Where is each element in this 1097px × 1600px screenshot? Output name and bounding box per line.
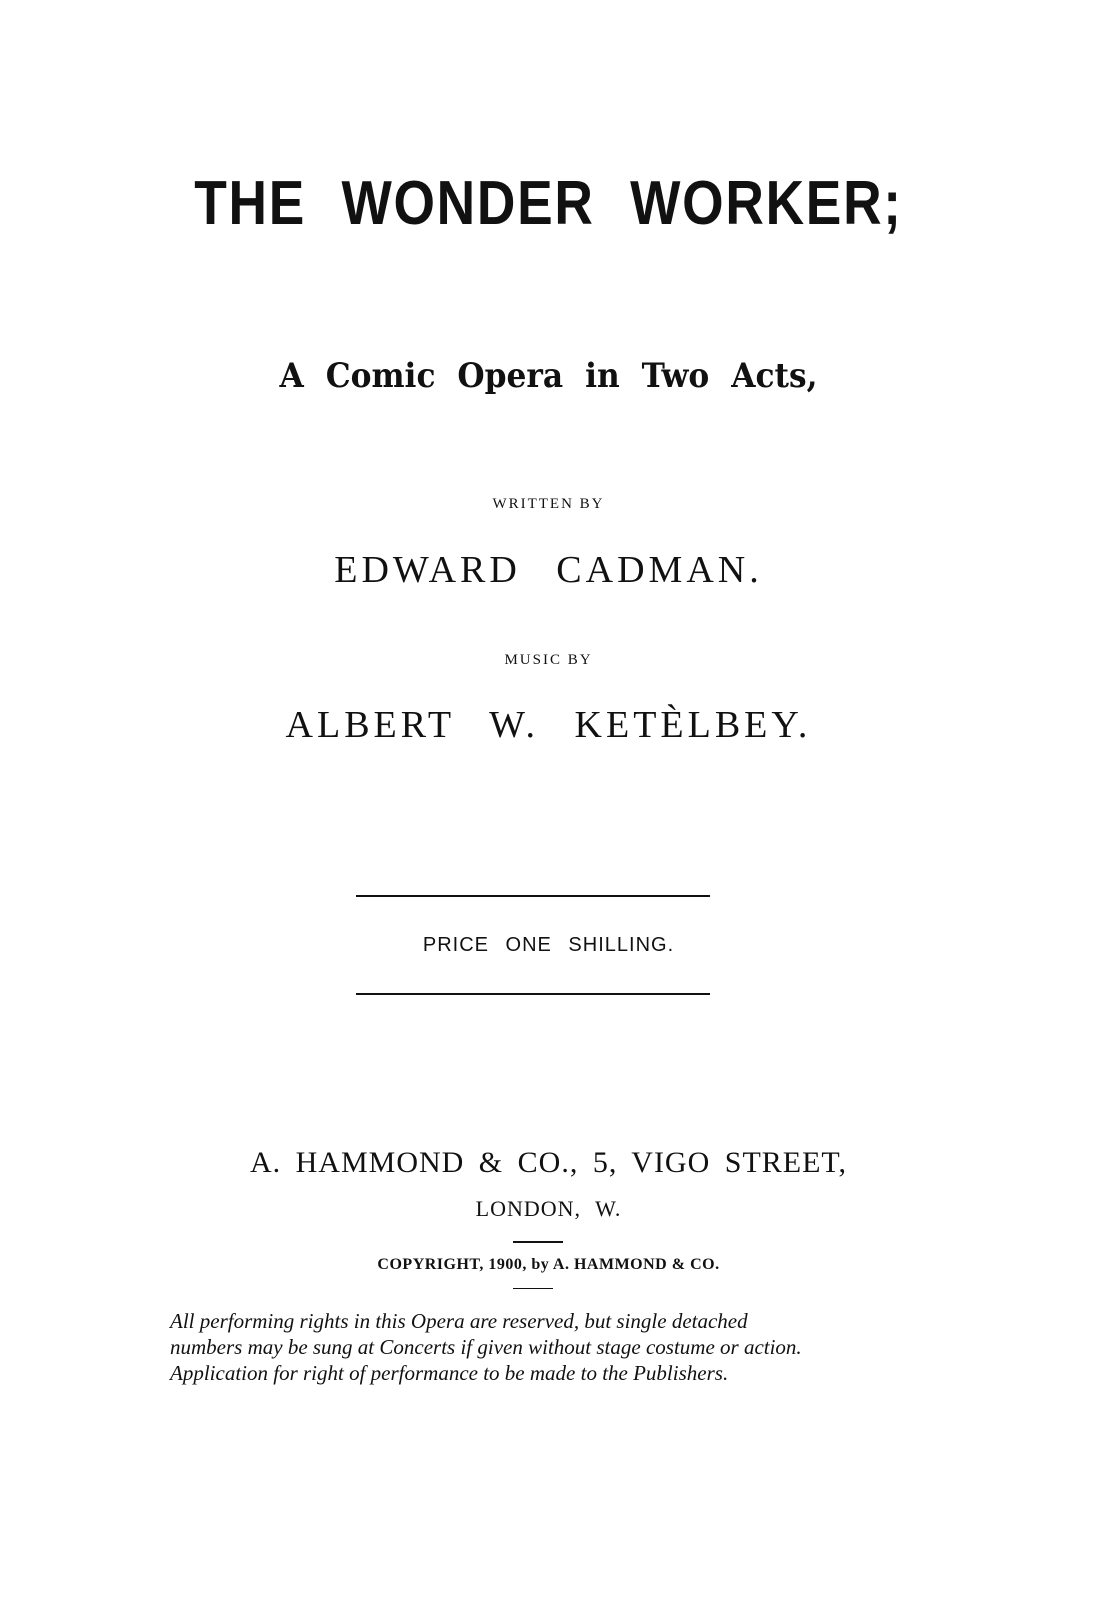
copyright-rule-top <box>513 1241 563 1243</box>
music-by-label: MUSIC BY <box>504 652 593 668</box>
copyright-notice: COPYRIGHT, 1900, by A. HAMMOND & CO. <box>377 1256 720 1273</box>
written-by-label: WRITTEN BY <box>492 496 605 512</box>
price-rule-top <box>356 895 710 897</box>
publisher-address: A. HAMMOND & CO., 5, VIGO STREET, <box>249 1146 848 1179</box>
composer-name: ALBERT W. KETÈLBEY. <box>285 704 812 746</box>
price-label: PRICE ONE SHILLING. <box>422 934 675 956</box>
performing-rights-notice <box>170 1308 930 1386</box>
publisher-city: LONDON, W. <box>475 1196 622 1221</box>
opera-subtitle: A Comic Opera in Two Acts, <box>279 356 818 396</box>
notice-line: All performing rights in this Opera are reserved, but single detached <box>170 1309 748 1333</box>
opera-title: THE WONDER WORKER; <box>194 169 903 238</box>
notice-line: numbers may be sung at Concerts if given without stage costume or action. <box>170 1335 802 1359</box>
copyright-rule-bottom <box>513 1288 553 1289</box>
notice-line: Application for right of performance to be made to the Publishers. <box>170 1361 729 1385</box>
author-name: EDWARD CADMAN. <box>334 549 763 591</box>
price-rule-bottom <box>356 993 710 995</box>
